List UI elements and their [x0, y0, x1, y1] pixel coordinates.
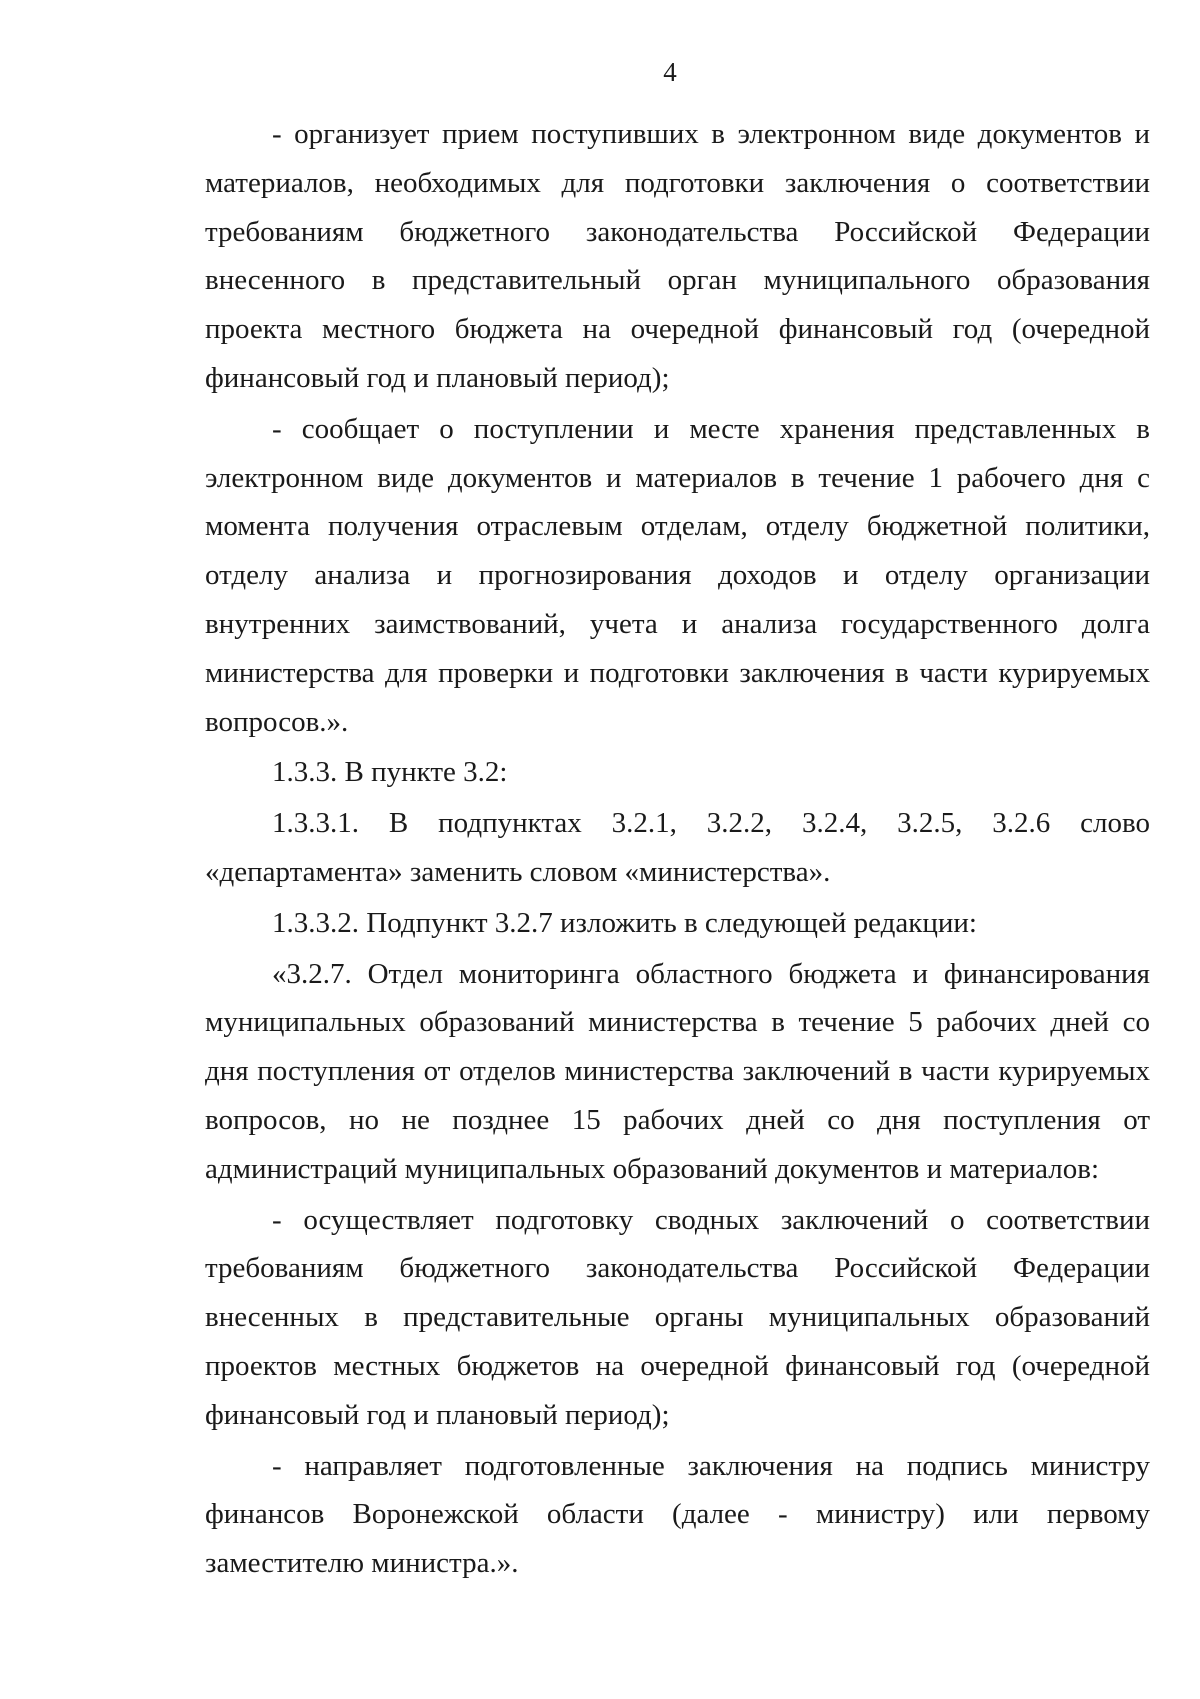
paragraph-3-2-7: «3.2.7. Отдел мониторинга областного бюджета и финансирования муниципальных образований министерства в течение 5 рабочих дней со дня поступления от отделов министерства заключений в части курируемых вопросов, но не позднее 15 рабочих дней со дня поступления от администраций муниципальных образований документов и материалов: [205, 957, 1150, 1185]
paragraph-1-3-3-1: 1.3.3.1. В подпунктах 3.2.1, 3.2.2, 3.2.4, 3.2.5, 3.2.6 слово «департамента» заменить словом «министерства». [205, 807, 1150, 888]
document-body [205, 110, 1150, 1588]
paragraph-1-3-3-2: 1.3.3.2. Подпункт 3.2.7 изложить в следующей редакции: [272, 906, 977, 939]
paragraph-reports-receipt: - сообщает о поступлении и месте хранения представленных в электронном виде документов и материалов в течение 1 рабочего дня с момента получения отраслевым отделам, отделу бюджетной политики, отделу анализа и прогнозирования доходов и отделу организации внутренних заимствований, учета и анализа государственного долга министерства для проверки и подготовки заключения в части курируемых вопросов.». [205, 412, 1150, 738]
page-number: 4 [663, 57, 677, 87]
paragraph-sends-for-signature: - направляет подготовленные заключения на подпись министру финансов Воронежской области (далее - министру) или первому заместителю министра.». [205, 1449, 1150, 1580]
paragraph-prepares-summary: - осуществляет подготовку сводных заключений о соответствии требованиям бюджетного законодательства Российской Федерации внесенных в представительные органы муниципальных образований проектов местных бюджетов на очередной финансовый год (очередной финансовый год и плановый период); [205, 1203, 1150, 1431]
paragraph-1-3-3: 1.3.3. В пункте 3.2: [272, 756, 508, 789]
paragraph-organizes-reception: - организует прием поступивших в электронном виде документов и материалов, необходимых для подготовки заключения о соответствии требованиям бюджетного законодательства Российской Федерации внесенного в представительный орган муниципального образования проекта местного бюджета на очередной финансовый год (очередной финансовый год и плановый период); [205, 118, 1150, 394]
